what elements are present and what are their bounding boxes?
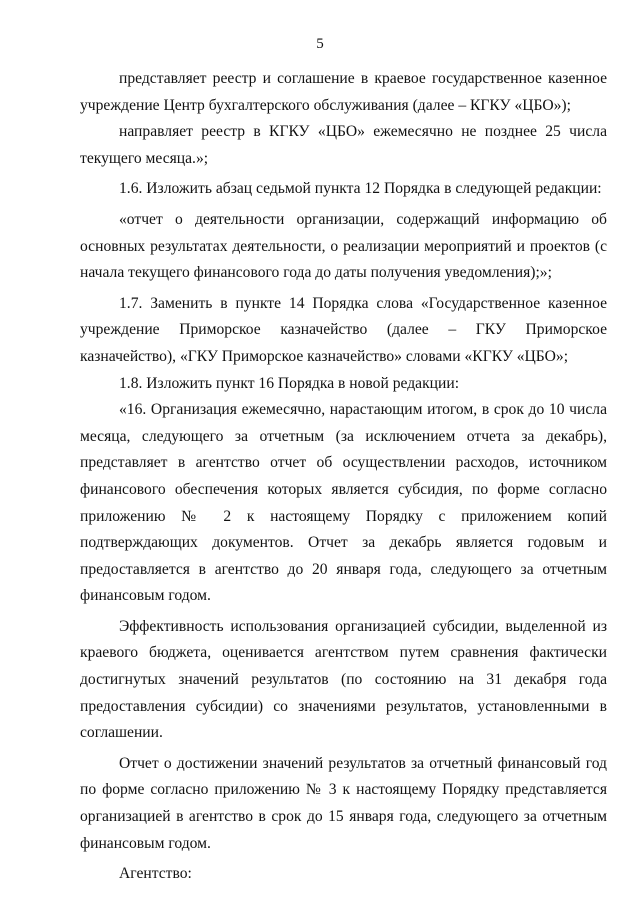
paragraph-efficiency: Эффективность использования организацией субсидии, выделенной из краевого бюджета, оценивается агентством путем сравнения фактически достигнутых значений результатов (по состоянию на 31 декабря года предоставления субсидии) со значениями результатов, установленными в соглашении. xyxy=(80,617,607,742)
page-number: 5 xyxy=(316,36,324,52)
paragraph-report-quote: «отчет о деятельности организации, содержащий информацию об основных результатах деятельности, о реализации мероприятий и проектов (с начала текущего финансового года до даты получения уведомления);»; xyxy=(80,210,607,282)
paragraph-agency: Агентство: xyxy=(119,865,192,883)
paragraph-item-1-7: 1.7. Заменить в пункте 14 Порядка слова «Государственное казенное учреждение Приморское казначейство (далее – ГКУ Приморское казначейство), «ГКУ Приморское казначейство» словами «КГКУ «ЦБО»; xyxy=(80,294,607,365)
paragraph-registry-submission: представляет реестр и соглашение в краевое государственное казенное учреждение Центр бухгалтерского обслуживания (далее – КГКУ «ЦБО»); xyxy=(80,70,607,114)
paragraph-item-16: «16. Организация ежемесячно, нарастающим итогом, в срок до 10 числа месяца, следующего за отчетным (за исключением отчета за декабрь), представляет в агентство отчет об осуществлении расходов, источником финансового обеспечения которых является субсидия, по форме согласно приложению № 2 к настоящему Порядку с приложением копий подтверждающих документов. Отчет за декабрь является годовым и предоставляется в агентство до 20 января года, следующего за отчетным финансовым годом. xyxy=(80,401,607,605)
paragraph-results-report: Отчет о достижении значений результатов за отчетный финансовый год по форме согласно приложению № 3 к настоящему Порядку представляется организацией в агентство в срок до 15 января года, следующего за отчетным финансовым годом. xyxy=(80,754,607,852)
paragraph-item-1-8: 1.8. Изложить пункт 16 Порядка в новой редакции: xyxy=(119,374,460,392)
document-body xyxy=(80,66,607,888)
paragraph-registry-monthly: направляет реестр в КГКУ «ЦБО» ежемесячно не позднее 25 числа текущего месяца.»; xyxy=(80,123,607,167)
paragraph-item-1-6: 1.6. Изложить абзац седьмой пункта 12 Порядка в следующей редакции: xyxy=(119,180,602,198)
